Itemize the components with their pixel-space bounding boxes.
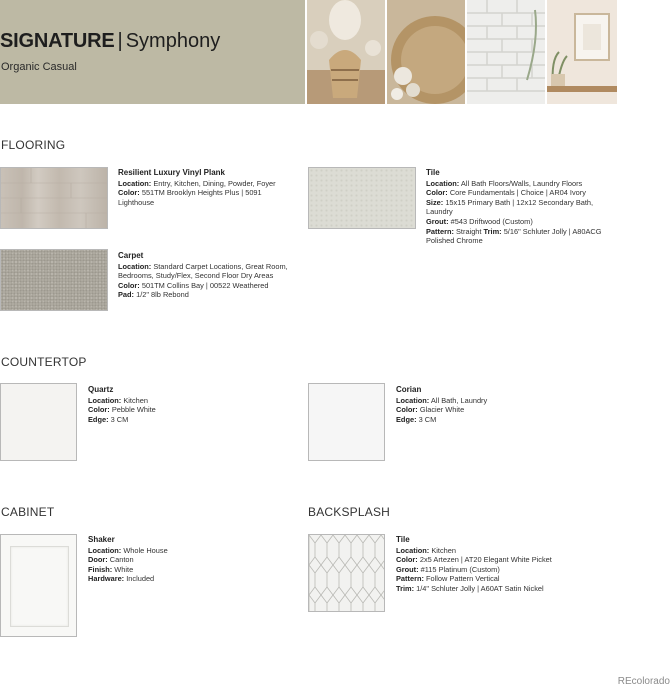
backsplash-trim-value: 1/4" Schluter Jolly | A60AT Satin Nickel — [416, 583, 544, 593]
floor-tile-grout-label: Grout: — [426, 216, 449, 226]
corian-color-value: Glacier White — [419, 405, 465, 415]
backsplash-pattern-row — [396, 574, 576, 584]
backsplash-trim-row — [396, 584, 596, 594]
floor-tile-name: Tile — [426, 168, 440, 177]
quartz-name: Quartz — [88, 385, 114, 394]
carpet-pad-label: Pad: — [118, 290, 135, 300]
carpet-color-row — [118, 281, 298, 291]
shaker-hardware-value: Included — [126, 574, 155, 584]
lvp-location-label: Location: — [118, 178, 152, 188]
floor-tile-pattern-row — [426, 227, 606, 246]
shaker-finish-value: White — [114, 564, 134, 574]
backsplash-pattern-label: Pattern: — [396, 574, 424, 584]
corian-location-value: All Bath, Laundry — [430, 395, 488, 405]
floor-tile-color-label: Color: — [426, 188, 448, 198]
carpet-location-label: Location: — [118, 261, 152, 271]
carpet-swatch — [0, 249, 108, 311]
section-heading-backsplash: BACKSPLASH — [308, 505, 391, 519]
shaker-name: Shaker — [88, 535, 115, 544]
lvp-spec — [118, 168, 298, 207]
quartz-color-value: Pebble White — [111, 405, 156, 415]
shaker-hardware-label: Hardware: — [88, 574, 125, 584]
backsplash-tile-spec — [396, 535, 576, 594]
corian-edge-row — [396, 415, 576, 425]
floor-tile-grout-value: #543 Driftwood (Custom) — [450, 216, 533, 226]
quartz-location-label: Location: — [88, 395, 122, 405]
floor-tile-pattern-label: Pattern: — [426, 226, 454, 236]
backsplash-color-row — [396, 555, 596, 565]
section-heading-flooring: FLOORING — [1, 138, 66, 152]
quartz-edge-value: 3 CM — [110, 414, 129, 424]
quartz-color-row — [88, 405, 268, 415]
backsplash-color-value: 2x5 Artezen | AT20 Elegant White Picket — [419, 555, 552, 565]
shaker-location-row — [88, 546, 268, 556]
backsplash-grout-row — [396, 565, 576, 575]
corian-swatch — [308, 383, 385, 461]
shaker-location-label: Location: — [88, 545, 122, 555]
floor-tile-color-value: Core Fundamentals | Choice | AR04 Ivory — [449, 188, 586, 198]
quartz-edge-row — [88, 415, 268, 425]
corian-color-row — [396, 405, 576, 415]
corian-edge-value: 3 CM — [418, 414, 437, 424]
corian-name: Corian — [396, 385, 422, 394]
lvp-color-value: 551TM Brooklyn Heights Plus | 5091 Lighthouse — [118, 188, 262, 207]
watermark: REcolorado — [617, 676, 670, 687]
corian-spec — [396, 385, 576, 424]
backsplash-pattern-value: Follow Pattern Vertical — [426, 574, 500, 584]
shaker-swatch — [0, 534, 77, 637]
shaker-hardware-row — [88, 574, 268, 584]
shaker-finish-row — [88, 565, 268, 575]
lvp-location-value: Entry, Kitchen, Dining, Powder, Foyer — [153, 178, 276, 188]
backsplash-grout-label: Grout: — [396, 564, 419, 574]
backsplash-trim-label: Trim: — [396, 583, 415, 593]
page-title — [0, 30, 220, 53]
floor-tile-pattern-value: Straight — [456, 226, 482, 236]
floor-tile-size-row — [426, 198, 606, 217]
shaker-location-value: Whole House — [123, 545, 168, 555]
carpet-color-value: 501TM Collins Bay | 00522 Weathered — [141, 280, 269, 290]
shaker-door-label: Door: — [88, 555, 108, 565]
floor-tile-swatch — [308, 167, 416, 229]
floor-tile-location-row — [426, 179, 606, 189]
decor-photo-brick — [467, 0, 545, 104]
floor-tile-size-value: 15x15 Primary Bath | 12x12 Secondary Bath, Laundry — [426, 197, 594, 217]
floor-tile-trim-value: 5/16" Schluter Jolly | A80ACG Polished Chrome — [426, 226, 602, 246]
floor-tile-color-row — [426, 188, 606, 198]
shaker-finish-label: Finish: — [88, 564, 113, 574]
collection-name: Symphony — [125, 30, 221, 52]
lvp-location-row — [118, 179, 298, 189]
carpet-location-value: Standard Carpet Locations, Great Room, Bedrooms, Study/Flex, Second Floor Dry Areas — [118, 261, 288, 281]
carpet-location-row — [118, 262, 298, 281]
backsplash-color-label: Color: — [396, 555, 418, 565]
quartz-spec — [88, 385, 268, 424]
carpet-name: Carpet — [118, 251, 144, 260]
carpet-color-label: Color: — [118, 280, 140, 290]
floor-tile-grout-row — [426, 217, 606, 227]
lvp-name: Resilient Luxury Vinyl Plank — [118, 168, 225, 177]
decor-photo-shelf — [547, 0, 617, 104]
quartz-location-value: Kitchen — [123, 395, 148, 405]
backsplash-swatch — [308, 534, 385, 612]
page-subtitle: Organic Casual — [1, 61, 77, 73]
floor-tile-location-label: Location: — [426, 178, 460, 188]
floor-tile-size-label: Size: — [426, 197, 444, 207]
quartz-swatch — [0, 383, 77, 461]
lvp-color-row — [118, 188, 298, 207]
carpet-pad-row — [118, 290, 298, 300]
corian-location-label: Location: — [396, 395, 430, 405]
shaker-spec — [88, 535, 268, 584]
section-heading-countertop: COUNTERTOP — [1, 355, 87, 369]
backsplash-location-value: Kitchen — [431, 545, 456, 555]
decor-photo-vases — [307, 0, 385, 104]
carpet-pad-value: 1/2" 8lb Rebond — [136, 290, 189, 300]
floor-tile-location-value: All Bath Floors/Walls, Laundry Floors — [460, 178, 583, 188]
quartz-location-row — [88, 396, 268, 406]
backsplash-tile-name: Tile — [396, 535, 410, 544]
lvp-color-label: Color: — [118, 188, 140, 198]
shaker-door-row — [88, 555, 268, 565]
floor-tile-spec — [426, 168, 606, 246]
backsplash-location-label: Location: — [396, 545, 430, 555]
shaker-door-panel — [10, 546, 69, 627]
floor-tile-trim-label: Trim: — [483, 226, 502, 236]
section-heading-cabinet: CABINET — [1, 505, 55, 519]
corian-location-row — [396, 396, 576, 406]
decor-photo-bowl — [387, 0, 465, 104]
backsplash-location-row — [396, 546, 576, 556]
corian-color-label: Color: — [396, 405, 418, 415]
title-separator: | — [117, 30, 123, 52]
corian-edge-label: Edge: — [396, 414, 417, 424]
backsplash-grout-value: #115 Platinum (Custom) — [420, 564, 500, 574]
carpet-spec — [118, 251, 298, 300]
brand-name: SIGNATURE — [0, 30, 115, 52]
quartz-color-label: Color: — [88, 405, 110, 415]
lvp-swatch — [0, 167, 108, 229]
shaker-door-value: Canton — [109, 555, 134, 565]
quartz-edge-label: Edge: — [88, 414, 109, 424]
